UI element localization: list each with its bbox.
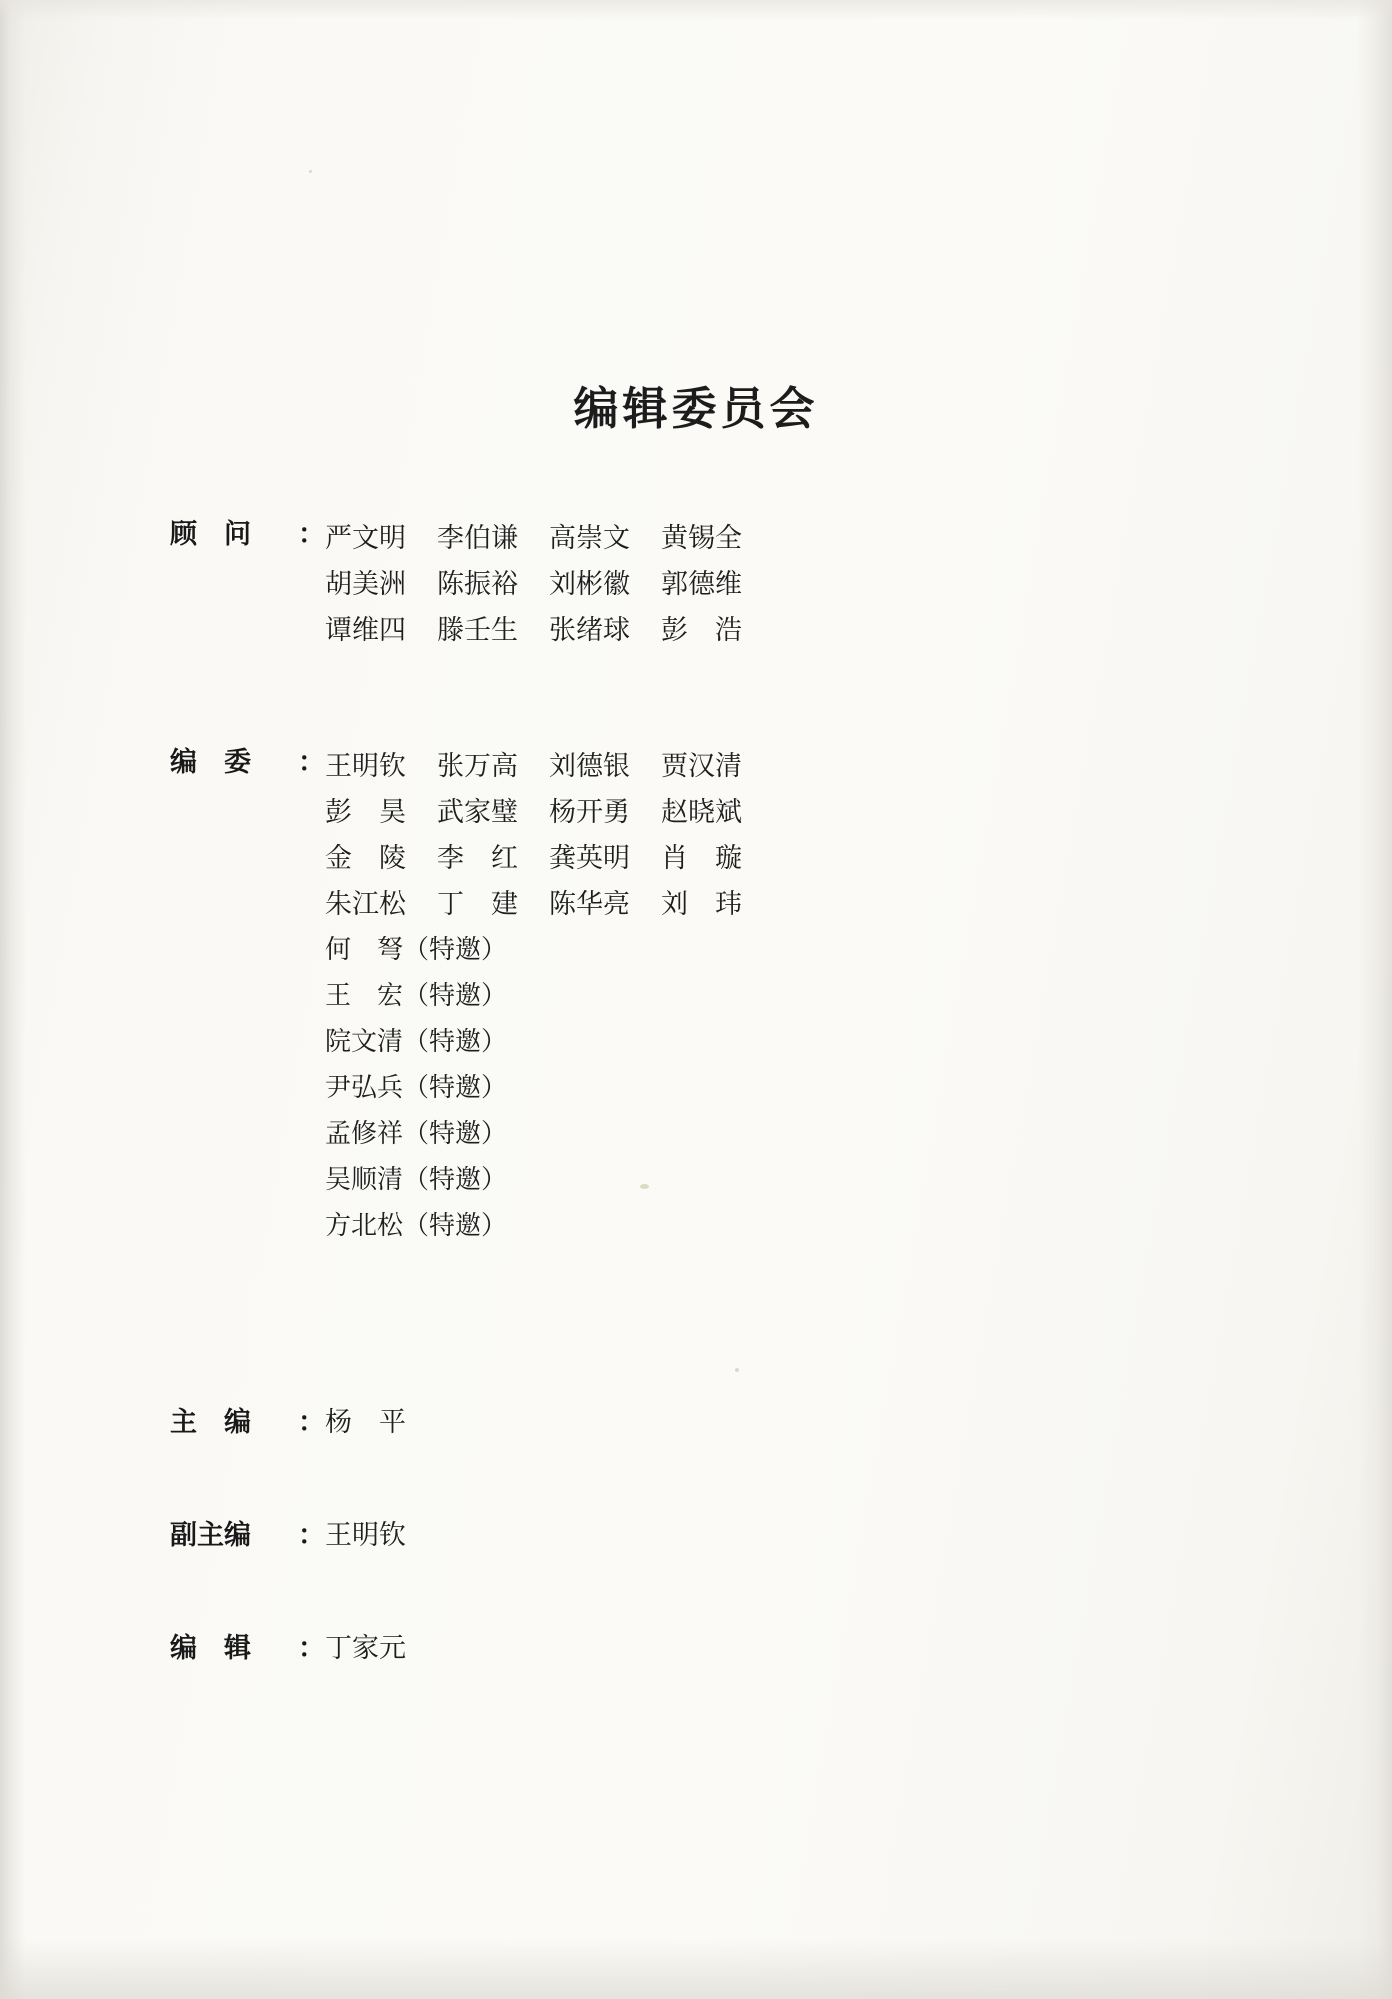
invited-member-line (325, 1016, 1170, 1062)
editor-row (170, 1626, 1170, 1665)
invited-member-name: 何 弩（特邀） (325, 934, 508, 965)
advisors-row (170, 512, 1170, 650)
editor-colon: ： (298, 1633, 325, 1664)
board-member-name: 赵晓斌 (661, 796, 742, 828)
board-member-name: 王明钦 (325, 750, 406, 782)
board-member-name: 李 红 (437, 842, 518, 874)
name-line (325, 558, 1170, 604)
board-member-name: 刘德银 (549, 750, 630, 782)
invited-member-name: 院文清（特邀） (325, 1026, 508, 1057)
invited-member-name: 方北松（特邀） (325, 1210, 508, 1241)
advisor-name: 胡美洲 (325, 568, 406, 600)
invited-member-line (325, 970, 1170, 1016)
advisor-name: 黄锡全 (661, 522, 742, 554)
advisor-name: 彭 浩 (661, 614, 742, 646)
board-member-name: 龚英明 (549, 842, 630, 874)
name-line (325, 878, 1170, 924)
board-member-name: 金 陵 (325, 842, 406, 874)
editor-value: 丁家元 (325, 1633, 406, 1664)
deputy-chief-editor-colon: ： (298, 1520, 325, 1551)
section-advisors (170, 512, 1170, 654)
page-edge-bottom (0, 1939, 1392, 1999)
advisor-name: 刘彬徽 (549, 568, 630, 600)
section-editorial-board (170, 740, 1170, 1250)
advisor-name: 滕壬生 (437, 614, 518, 646)
chief-editor-label: 主 编 (170, 1407, 251, 1438)
advisor-name: 高崇文 (549, 522, 630, 554)
advisors-colon: ： (298, 519, 325, 550)
editor-label: 编 辑 (170, 1633, 251, 1664)
name-line (325, 512, 1170, 558)
invited-member-line (325, 1062, 1170, 1108)
advisors-names (325, 512, 1170, 650)
board-member-name: 武家璧 (437, 796, 518, 828)
page-edge-right (1358, 0, 1392, 1999)
name-line (325, 604, 1170, 650)
board-member-name: 彭 昊 (325, 796, 406, 828)
board-member-name: 张万高 (437, 750, 518, 782)
section-deputy-chief-editor (170, 1513, 1170, 1556)
board-member-name: 陈华亮 (549, 888, 630, 920)
board-member-name: 丁 建 (437, 888, 518, 920)
board-member-name: 杨开勇 (549, 796, 630, 828)
board-member-name: 贾汉清 (661, 750, 742, 782)
board-member-name: 朱江松 (325, 888, 406, 920)
advisors-label: 顾 问 (170, 519, 251, 550)
paper-speck (309, 170, 312, 173)
invited-member-name: 吴顺清（特邀） (325, 1164, 508, 1195)
chief-editor-colon: ： (298, 1407, 325, 1438)
invited-member-name: 尹弘兵（特邀） (325, 1072, 508, 1103)
board-member-name: 肖 璇 (661, 842, 742, 874)
page-title: 编辑委员会 (573, 382, 819, 435)
invited-member-name: 王 宏（特邀） (325, 980, 508, 1011)
advisor-name: 谭维四 (325, 614, 406, 646)
editorial-board-label: 编 委 (170, 747, 251, 778)
advisor-name: 严文明 (325, 522, 406, 554)
deputy-chief-editor-row (170, 1513, 1170, 1552)
name-line (325, 832, 1170, 878)
board-member-name: 刘 玮 (661, 888, 742, 920)
editorial-board-names (325, 740, 1170, 1246)
chief-editor-value: 杨 平 (325, 1407, 406, 1438)
advisor-name: 陈振裕 (437, 568, 518, 600)
section-editor (170, 1626, 1170, 1669)
paper-speck (735, 1368, 739, 1372)
page-edge-left (0, 0, 26, 1999)
chief-editor-row (170, 1400, 1170, 1439)
name-line (325, 740, 1170, 786)
section-chief-editor (170, 1400, 1170, 1443)
deputy-chief-editor-value: 王明钦 (325, 1520, 406, 1551)
advisor-name: 张绪球 (549, 614, 630, 646)
invited-member-line (325, 1200, 1170, 1246)
invited-member-line (325, 1154, 1170, 1200)
name-line (325, 786, 1170, 832)
deputy-chief-editor-label: 副主编 (170, 1520, 251, 1551)
advisor-name: 李伯谦 (437, 522, 518, 554)
invited-member-line (325, 1108, 1170, 1154)
page-edge-top (0, 0, 1392, 20)
advisor-name: 郭德维 (661, 568, 742, 600)
editorial-board-row (170, 740, 1170, 1246)
editorial-board-colon: ： (298, 747, 325, 778)
invited-member-name: 孟修祥（特邀） (325, 1118, 508, 1149)
invited-member-line (325, 924, 1170, 970)
